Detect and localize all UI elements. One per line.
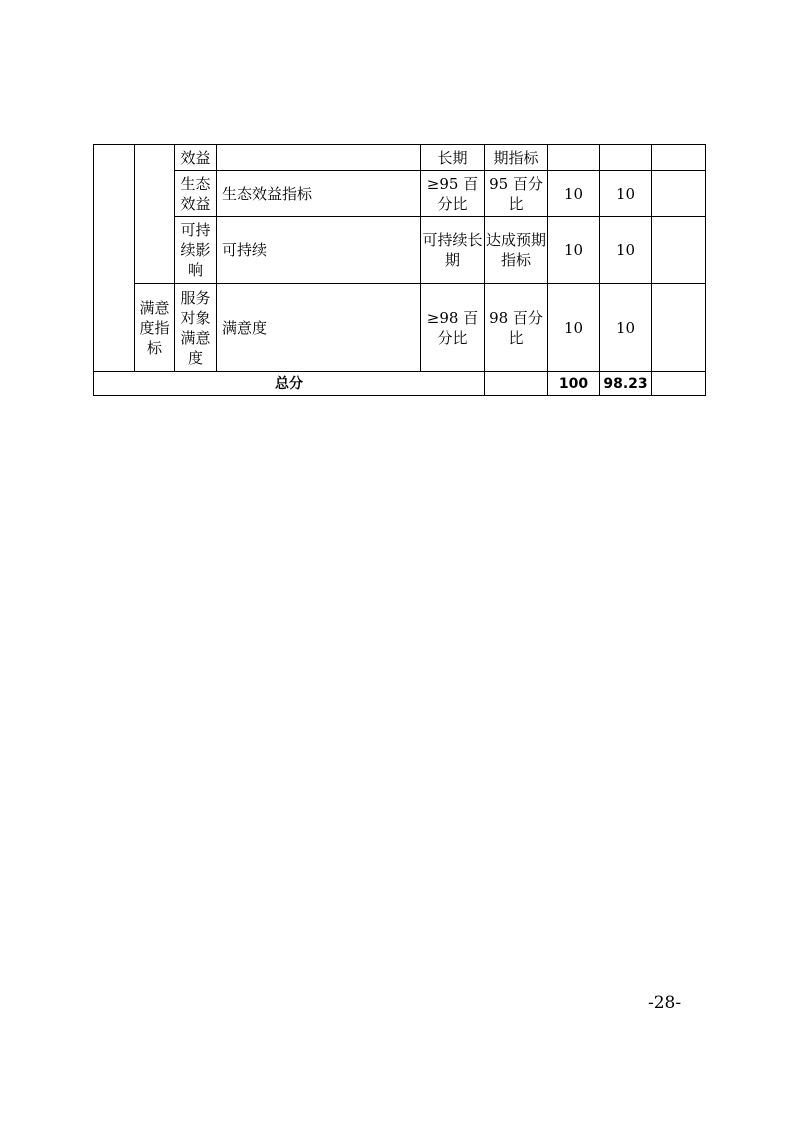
indicator-name-cell: 可持续 — [217, 217, 421, 284]
indicator-name-cell: 生态效益指标 — [217, 171, 421, 217]
performance-indicator-table — [93, 144, 706, 396]
table-row — [94, 145, 706, 171]
score-cell: 10 — [600, 284, 652, 372]
remark-cell — [652, 217, 706, 284]
score-cell: 10 — [600, 217, 652, 284]
indicator-name-cell — [217, 145, 421, 171]
indicator-name-cell: 满意度 — [217, 284, 421, 372]
target-value-cell: ≥98 百分比 — [421, 284, 485, 372]
table-row — [94, 284, 706, 372]
total-row — [94, 372, 706, 396]
weight-cell — [548, 145, 600, 171]
weight-cell: 10 — [548, 217, 600, 284]
actual-value-cell: 95 百分比 — [485, 171, 548, 217]
remark-cell — [652, 145, 706, 171]
actual-value-cell: 98 百分比 — [485, 284, 548, 372]
score-cell: 10 — [600, 171, 652, 217]
third-level-indicator-cell: 服务对象满意度 — [175, 284, 217, 372]
third-level-indicator-cell: 可持续影响 — [175, 217, 217, 284]
total-weight: 100 — [548, 372, 600, 396]
total-score: 98.23 — [600, 372, 652, 396]
first-level-indicator-cell — [94, 145, 135, 372]
target-value-cell: 可持续长期 — [421, 217, 485, 284]
page-number: -28- — [648, 993, 682, 1013]
second-level-indicator-cell: 满意度指标 — [135, 284, 175, 372]
third-level-indicator-cell: 效益 — [175, 145, 217, 171]
remark-cell — [652, 171, 706, 217]
table-row — [94, 171, 706, 217]
remark-cell — [652, 284, 706, 372]
third-level-indicator-cell: 生态效益 — [175, 171, 217, 217]
total-actual-cell — [485, 372, 548, 396]
target-value-cell: 长期 — [421, 145, 485, 171]
weight-cell: 10 — [548, 284, 600, 372]
total-label: 总分 — [94, 372, 485, 396]
total-remark-cell — [652, 372, 706, 396]
table-row — [94, 217, 706, 284]
second-level-indicator-cell — [135, 145, 175, 284]
actual-value-cell: 达成预期指标 — [485, 217, 548, 284]
score-cell — [600, 145, 652, 171]
actual-value-cell: 期指标 — [485, 145, 548, 171]
target-value-cell: ≥95 百分比 — [421, 171, 485, 217]
weight-cell: 10 — [548, 171, 600, 217]
